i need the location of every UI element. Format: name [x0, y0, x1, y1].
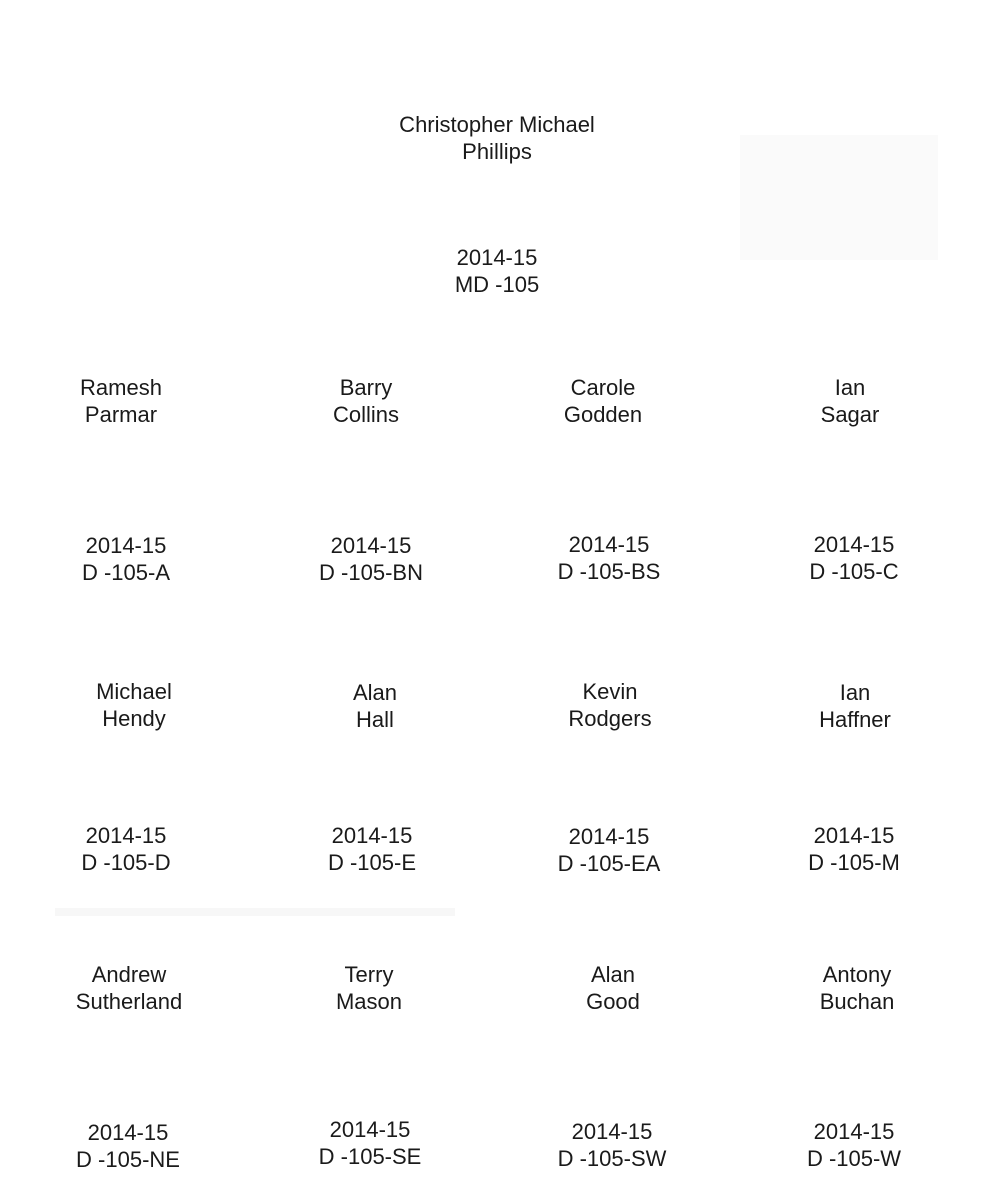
member-last-name: Haffner — [819, 707, 891, 732]
leader-name-line2: Phillips — [462, 139, 532, 164]
member-code — [328, 822, 416, 876]
member-year: 2014-15 — [813, 532, 895, 557]
member-year: 2014-15 — [85, 533, 167, 558]
member-year: 2014-15 — [329, 1117, 411, 1142]
member-code-text: D -105-EA — [557, 851, 661, 876]
member-code-text: D -105-BN — [319, 560, 423, 585]
member-code — [319, 532, 423, 586]
member-first-name: Terry — [344, 962, 394, 987]
member-year: 2014-15 — [813, 823, 895, 848]
member-first-name: Carole — [570, 375, 636, 400]
member-first-name: Alan — [590, 962, 636, 987]
member-year: 2014-15 — [330, 533, 412, 558]
member-code — [558, 1118, 667, 1172]
member-first-name: Michael — [96, 679, 172, 704]
member-last-name: Buchan — [819, 989, 895, 1014]
member-code — [82, 532, 170, 586]
member-code-text: D -105-SW — [557, 1146, 667, 1171]
member-name — [564, 374, 642, 428]
member-name — [568, 678, 651, 732]
member-code — [809, 531, 898, 585]
member-code — [807, 1118, 901, 1172]
member-name — [96, 678, 172, 732]
member-first-name: Ian — [839, 680, 871, 705]
leader-year: 2014-15 — [456, 245, 538, 270]
member-code-text: D -105-C — [809, 559, 899, 584]
member-code — [81, 822, 170, 876]
member-last-name: Hall — [356, 707, 394, 732]
member-code-text: D -105-E — [327, 850, 417, 875]
member-code — [808, 822, 900, 876]
leader-code-text: MD -105 — [454, 272, 540, 297]
member-name — [586, 961, 640, 1015]
member-first-name: Barry — [339, 375, 393, 400]
member-code-text: D -105-D — [81, 850, 171, 875]
member-code-text: D -105-NE — [76, 1147, 180, 1172]
member-code-text: D -105-W — [806, 1146, 902, 1171]
leader-name-line1: Christopher Michael — [399, 112, 595, 137]
member-first-name: Ian — [834, 375, 866, 400]
member-year: 2014-15 — [568, 824, 650, 849]
member-code-text: D -105-BS — [557, 559, 661, 584]
member-first-name: Antony — [822, 962, 892, 987]
member-name — [821, 374, 880, 428]
member-first-name: Kevin — [582, 679, 638, 704]
member-last-name: Good — [586, 989, 640, 1014]
member-code — [558, 823, 661, 877]
scan-artifact — [55, 908, 455, 916]
member-first-name: Alan — [352, 680, 398, 705]
member-name — [333, 374, 399, 428]
member-year: 2014-15 — [87, 1120, 169, 1145]
member-first-name: Andrew — [91, 962, 167, 987]
member-last-name: Mason — [335, 989, 403, 1014]
member-code-text: D -105-M — [808, 850, 900, 875]
member-year: 2014-15 — [568, 532, 650, 557]
member-code — [558, 531, 661, 585]
scan-artifact — [740, 135, 938, 260]
member-name — [80, 374, 162, 428]
leader-name — [399, 111, 595, 165]
member-code — [319, 1116, 422, 1170]
member-year: 2014-15 — [85, 823, 167, 848]
member-last-name: Godden — [563, 402, 643, 427]
member-year: 2014-15 — [813, 1119, 895, 1144]
member-name — [76, 961, 182, 1015]
member-name — [353, 679, 397, 733]
member-year: 2014-15 — [571, 1119, 653, 1144]
member-last-name: Collins — [332, 402, 400, 427]
member-code-text: D -105-A — [81, 560, 171, 585]
member-last-name: Sagar — [820, 402, 880, 427]
member-year: 2014-15 — [331, 823, 413, 848]
member-last-name: Parmar — [84, 402, 158, 427]
member-name — [820, 961, 895, 1015]
member-code — [76, 1119, 180, 1173]
member-name — [336, 961, 402, 1015]
leader-code — [455, 244, 539, 298]
member-name — [819, 679, 891, 733]
member-last-name: Sutherland — [75, 989, 183, 1014]
member-first-name: Ramesh — [80, 375, 162, 400]
member-code-text: D -105-SE — [318, 1144, 422, 1169]
member-last-name: Rodgers — [568, 706, 652, 731]
member-last-name: Hendy — [102, 706, 166, 731]
